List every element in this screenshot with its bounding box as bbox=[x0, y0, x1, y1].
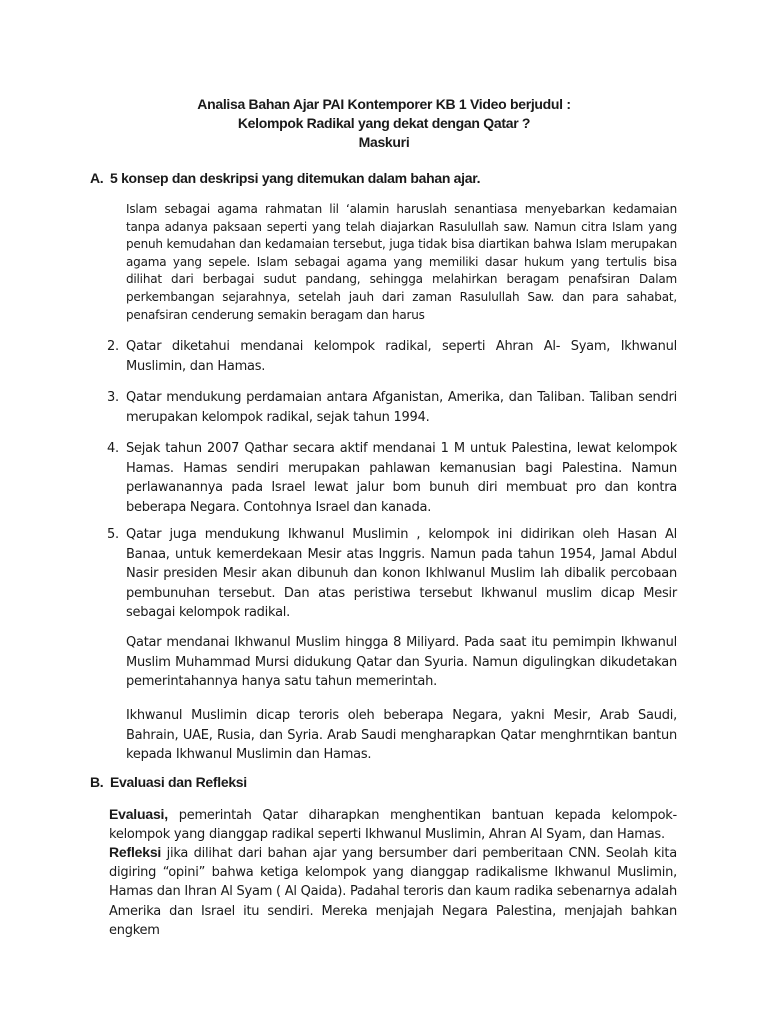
list-item-number: 3. bbox=[107, 390, 119, 405]
section-a-letter: A. bbox=[90, 170, 104, 186]
list-item bbox=[107, 388, 677, 427]
list-item bbox=[107, 439, 677, 517]
evaluasi-text: pemerintah Qatar diharapkan menghentikan bantuan kepada kelompok-kelompok yang dianggap radikal seperti Ikhwanul Muslimin, Ahran Al Syam, dan Hamas. bbox=[109, 808, 677, 843]
list-item-text: Qatar mendukung perdamaian antara Afganistan, Amerika, dan Taliban. Taliban sendri merupakan kelompok radikal, sejak tahun 1994. bbox=[126, 390, 677, 425]
list-item-text: Qatar diketahui mendanai kelompok radikal, seperti Ahran Al- Syam, Ikhwanul Muslimin, dan Hamas. bbox=[126, 339, 677, 374]
list-item-number: 2. bbox=[107, 339, 119, 354]
evaluasi-label: Evaluasi, bbox=[109, 806, 168, 822]
refleksi-label: Refleksi bbox=[109, 844, 162, 860]
terror-paragraph: Ikhwanul Muslimin dicap teroris oleh beberapa Negara, yakni Mesir, Arab Saudi, Bahrain, UAE, Rusia, dan Syria. Arab Saudi mengharapkan Qatar menghrntikan bantun kepada Ikhwanul Muslimin dan Hamas. bbox=[126, 708, 677, 763]
list-item-text: Qatar juga mendukung Ikhwanul Muslimin , kelompok ini didirikan oleh Hasan Al Banaa, untuk kemerdekaan Mesir atas Inggris. Namun pada tahun 1954, Jamal Abdul Nasir presiden Mesir akan dibunuh dan konon Ikhlwanul Muslim lah dibalik percobaan pembunuhan tersebut. Dan atas peristiwa tersebut Ikhwanul muslim dicap Mesir sebagai kelompok radikal. bbox=[126, 527, 677, 621]
section-a-heading bbox=[90, 169, 480, 187]
funding-paragraph: Qatar mendanai Ikhwanul Muslim hingga 8 Miliyard. Pada saat itu pemimpin Ikhwanul Muslim Muhammad Mursi didukung Qatar dan Syuria. Namun digulingkan dikudetakan pemerintahannya hanya satu tahun memerintah. bbox=[126, 635, 677, 690]
refleksi-text: jika dilihat dari bahan ajar yang bersumber dari pemberitaan CNN. Seolah kita digiring “opini” bahwa ketiga kelompok yang dianggap radikalisme Ikhwanul Muslimin, Hamas dan Ihran Al Syam ( Al Qaida). Padahal teroris dan kaum radika sebenarnya adalah Amerika dan Israel itu sendiri. Mereka menjajah Negara Palestina, menjajah bahkan engkem bbox=[109, 846, 677, 938]
list-item-number: 5. bbox=[107, 527, 119, 542]
section-b-letter: B. bbox=[90, 774, 104, 790]
section-a-heading-text: 5 konsep dan deskripsi yang ditemukan dalam bahan ajar. bbox=[110, 170, 481, 186]
list-item bbox=[107, 337, 677, 376]
document-author: Maskuri bbox=[358, 134, 410, 150]
section-b-heading-text: Evaluasi dan Refleksi bbox=[110, 774, 247, 790]
document-title-line2: Kelompok Radikal yang dekat dengan Qatar ? bbox=[237, 115, 531, 131]
list-item-text: Sejak tahun 2007 Qathar secara aktif mendanai 1 M untuk Palestina, lewat kelompok Hamas. Hamas sendiri merupakan pahlawan kemanusian bagi Palestina. Namun perlawanannya pada Israel lewat jalur bom bunuh diri membuat pro dan kontra beberapa Negara. Contohnya Israel dan kanada. bbox=[126, 441, 677, 515]
evaluasi-paragraph bbox=[109, 805, 677, 844]
document-title-line1: Analisa Bahan Ajar PAI Kontemporer KB 1 Video berjudul : bbox=[197, 96, 571, 112]
list-item bbox=[107, 525, 677, 623]
intro-paragraph: Islam sebagai agama rahmatan lil ‘alamin haruslah senantiasa menyebarkan kedamaian tanpa adanya paksaan seperti yang telah diajarkan Rasulullah saw. Namun citra Islam yang penuh kemudahan dan kedamaian tersebut, juga tidak bisa diartikan bahwa Islam merupakan agama yang sepele. Islam sebagai agama yang memiliki dasar hukum yang tertulis bisa dilihat dari berbagai sudut pandang, sehingga melahirkan beragam penafsiran Dalam perkembangan sejarahnya, setelah jauh dari zaman Rasulullah Saw. dan para sahabat, penafsiran cenderung semakin beragam dan harus bbox=[126, 202, 677, 322]
list-item-number: 4. bbox=[107, 441, 119, 456]
refleksi-paragraph bbox=[109, 843, 677, 940]
section-b-heading bbox=[90, 773, 247, 791]
